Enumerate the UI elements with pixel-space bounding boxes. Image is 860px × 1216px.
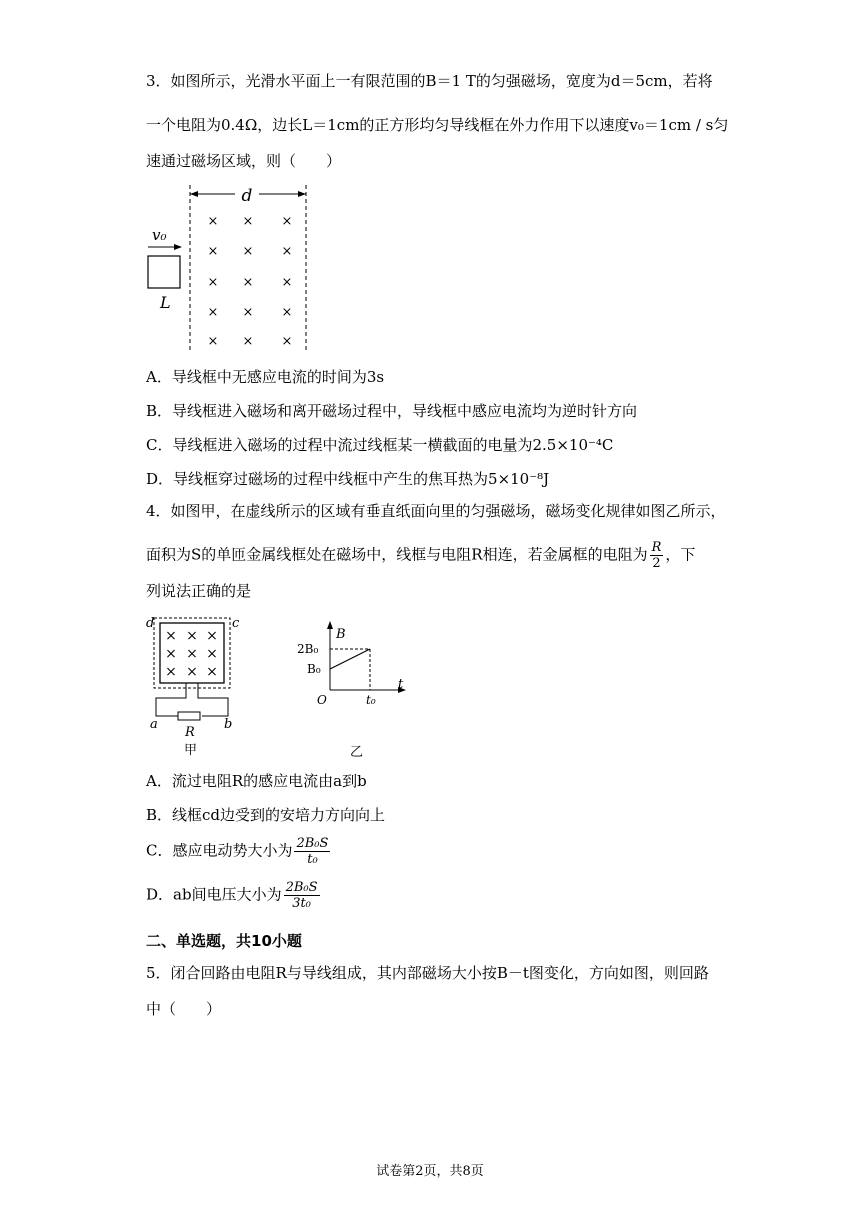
section-heading: 二、单选题，共10小题 (146, 932, 302, 950)
cross: × (165, 646, 177, 662)
cross: × (242, 244, 254, 259)
q3-figure (140, 180, 330, 352)
q4-option-a: A．流过电阻R的感应电流由a到b (146, 772, 367, 790)
cross: × (207, 305, 219, 320)
b-t-line (330, 649, 370, 669)
fraction-d (284, 880, 320, 911)
q4-option-c-text: C．感应电动势大小为 (146, 841, 293, 860)
cross: × (207, 214, 219, 229)
caption-jia: 甲 (184, 743, 198, 758)
square-frame (148, 256, 180, 288)
cross: × (207, 334, 219, 349)
cross: × (281, 305, 293, 320)
fraction-c (294, 836, 330, 867)
fraction-numerator: R (651, 540, 662, 555)
label-a: a (150, 717, 158, 732)
q4-line-3: 列说法正确的是 (146, 582, 252, 600)
q3-option-b: B．导线框进入磁场和离开磁场过程中，导线框中感应电流均为逆时针方向 (146, 402, 638, 420)
q5-line-2: 中（ ） (146, 1000, 222, 1018)
cross: × (242, 275, 254, 290)
fraction-r-over-2 (650, 540, 664, 571)
cross: × (186, 664, 198, 680)
label-b: b (224, 717, 233, 732)
q4-line-1: 4．如图甲，在虚线所示的区域有垂直纸面向里的匀强磁场，磁场变化规律如图乙所示， (146, 502, 726, 520)
cross: × (242, 305, 254, 320)
cross: × (281, 244, 293, 259)
label-L: L (160, 293, 171, 312)
q4-option-c (146, 836, 332, 867)
axis-label-t: t (398, 677, 404, 692)
cross: × (242, 214, 254, 229)
cross: × (242, 334, 254, 349)
label-d: d (241, 186, 253, 206)
q4-line-2-tail: ，下 (665, 545, 696, 564)
q3-option-a: A．导线框中无感应电流的时间为3s (146, 368, 385, 386)
tick-b0: B₀ (307, 662, 321, 676)
q3-line-3: 速通过磁场区域，则（ ） (146, 152, 342, 170)
label-d: d (146, 616, 155, 631)
cross: × (186, 646, 198, 662)
q3-option-c: C．导线框进入磁场的过程中流过线框某一横截面的电量为2.5×10⁻⁴C (146, 436, 614, 454)
label-v0: v₀ (152, 226, 167, 244)
label-c: c (232, 616, 240, 631)
q3-line-2: 一个电阻为0.4Ω，边长L＝1cm的正方形均匀导线框在外力作用下以速度v₀＝1cm / s匀 (146, 116, 729, 134)
fraction-denominator: 3t₀ (292, 896, 311, 911)
fraction-denominator: 2 (652, 556, 661, 571)
page-footer: 试卷第2页，共8页 (376, 1164, 484, 1179)
cross: × (207, 275, 219, 290)
q4-option-d-text: D．ab间电压大小为 (146, 885, 282, 904)
axis-label-b: B (336, 627, 346, 642)
cross: × (165, 664, 177, 680)
cross: × (206, 628, 218, 644)
cross: × (206, 664, 218, 680)
fraction-denominator: t₀ (307, 852, 318, 867)
q4-figure-jia (140, 612, 250, 762)
q5-line-1: 5．闭合回路由电阻R与导线组成，其内部磁场大小按B－t图变化，方向如图，则回路 (146, 964, 709, 982)
cross: × (207, 244, 219, 259)
label-R: R (185, 725, 195, 740)
cross: × (186, 628, 198, 644)
cross: × (281, 275, 293, 290)
cross: × (281, 214, 293, 229)
resistor-r (178, 712, 200, 720)
q4-figure-yi (290, 618, 415, 763)
q4-line-2-text: 面积为S的单匝金属线框处在磁场中，线框与电阻R相连，若金属框的电阻为 (146, 545, 648, 564)
q4-option-d (146, 880, 322, 911)
cross: × (165, 628, 177, 644)
q4-option-b: B．线框cd边受到的安培力方向向上 (146, 806, 386, 824)
tick-t0: t₀ (366, 693, 376, 707)
caption-yi: 乙 (350, 745, 364, 760)
q3-option-d: D．导线框穿过磁场的过程中线框中产生的焦耳热为5×10⁻⁸J (146, 470, 550, 488)
cross: × (206, 646, 218, 662)
cross: × (281, 334, 293, 349)
q3-line-1: 3．如图所示，光滑水平面上一有限范围的B＝1 T的匀强磁场，宽度为d＝5cm，若将 (146, 72, 713, 90)
fraction-numerator: 2B₀S (296, 836, 329, 851)
tick-2b0: 2B₀ (297, 642, 319, 656)
fraction-numerator: 2B₀S (285, 880, 318, 895)
q4-line-2 (146, 540, 695, 571)
origin-o: O (317, 693, 327, 707)
